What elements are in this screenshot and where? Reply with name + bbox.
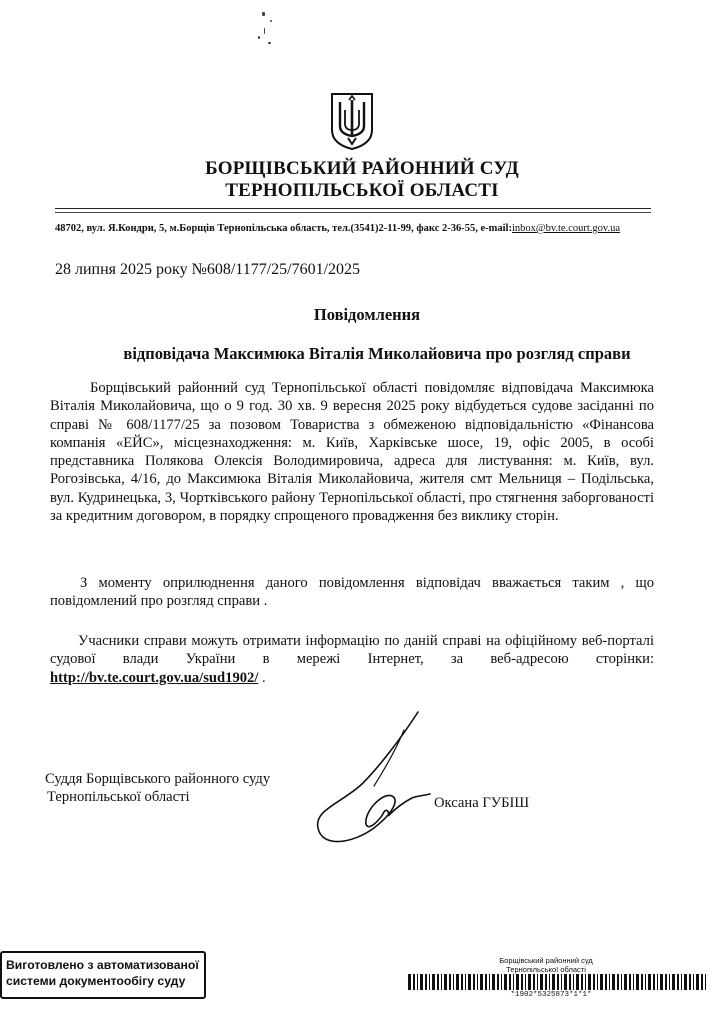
barcode-bar xyxy=(648,974,651,990)
barcode-number: *1902*5325873*1*1* xyxy=(510,991,592,999)
court-name-line2: ТЕРНОПІЛЬСЬКОЇ ОБЛАСТІ xyxy=(225,180,499,201)
barcode-icon xyxy=(408,974,708,990)
automated-system-stamp xyxy=(0,951,206,999)
barcode-bar xyxy=(516,974,519,990)
header-divider xyxy=(55,212,651,213)
judge-title xyxy=(45,770,270,807)
barcode-bar xyxy=(533,974,535,990)
barcode-bar xyxy=(689,974,691,990)
barcode-bar xyxy=(552,974,555,990)
barcode-bar xyxy=(549,974,550,990)
barcode-bar xyxy=(597,974,598,990)
barcode-bar xyxy=(477,974,478,990)
barcode-bar xyxy=(636,974,639,990)
barcode-bar xyxy=(617,974,619,990)
barcode-bar xyxy=(537,974,538,990)
barcode-bar xyxy=(453,974,454,990)
barcode-bar xyxy=(413,974,415,990)
barcode-label-line1: Борщівський районний суд xyxy=(499,956,593,965)
barcode-bar xyxy=(677,974,679,990)
judge-name: Оксана ГУБІШ xyxy=(434,795,530,811)
barcode-bar xyxy=(473,974,475,990)
scan-speck xyxy=(262,12,265,16)
notice-paragraph-2: З моменту оприлюднення даного повідомлення відповідач вважається таким , що повідомлений про розгляд справи . xyxy=(50,575,654,610)
barcode-bar xyxy=(600,974,603,990)
barcode-bar xyxy=(681,974,682,990)
barcode-bar xyxy=(609,974,610,990)
scan-speck xyxy=(264,28,265,34)
barcode-bar xyxy=(456,974,459,990)
barcode-bar xyxy=(564,974,567,990)
barcode-bar xyxy=(485,974,487,990)
address-text: 48702, вул. Я.Кондри, 5, м.Борщів Тернопільська область, тел.(3541)2-11-99, факс 2-36-55, e-mail: xyxy=(55,223,512,234)
barcode-bar xyxy=(465,974,466,990)
barcode-bar xyxy=(425,974,427,990)
barcode-bar xyxy=(461,974,463,990)
barcode-bar xyxy=(705,974,706,990)
notice-paragraph-3 xyxy=(50,632,654,687)
barcode-bar xyxy=(641,974,643,990)
barcode-bar xyxy=(468,974,471,990)
barcode-bar xyxy=(581,974,583,990)
barcode-bar xyxy=(605,974,607,990)
barcode-bar xyxy=(497,974,499,990)
barcode-bar xyxy=(509,974,511,990)
barcode-bar xyxy=(660,974,663,990)
barcode-bar xyxy=(561,974,562,990)
barcode-bar xyxy=(653,974,655,990)
header-divider xyxy=(55,208,651,209)
judge-title-line2: Тернопільської області xyxy=(47,789,190,806)
barcode-bar xyxy=(408,974,411,990)
barcode-bar xyxy=(437,974,439,990)
scan-speck xyxy=(270,20,272,22)
trident-coat-of-arms-icon xyxy=(330,92,374,150)
stamp-line-1: Виготовлено з автоматизованої xyxy=(6,958,199,972)
barcode-bar xyxy=(569,974,571,990)
barcode-bar xyxy=(701,974,703,990)
barcode-bar xyxy=(684,974,687,990)
barcode-bar xyxy=(672,974,675,990)
barcode-bar xyxy=(492,974,495,990)
barcode-bar xyxy=(489,974,490,990)
barcode-bar xyxy=(657,974,658,990)
barcode-bar xyxy=(449,974,451,990)
judge-title-line1: Суддя Борщівського районного суду xyxy=(45,771,271,787)
court-name xyxy=(0,158,724,202)
barcode-bar xyxy=(629,974,631,990)
barcode-bar xyxy=(612,974,615,990)
barcode-bar xyxy=(624,974,627,990)
barcode-bar xyxy=(540,974,543,990)
barcode-bar xyxy=(696,974,699,990)
court-name-line1: БОРЩІВСЬКИЙ РАЙОННИЙ СУД xyxy=(205,158,519,179)
barcode-bar xyxy=(588,974,591,990)
court-website-link[interactable]: http://bv.te.court.gov.ua/sud1902/ xyxy=(50,669,259,686)
barcode-bar xyxy=(501,974,502,990)
barcode-label xyxy=(476,956,616,974)
barcode-bar xyxy=(432,974,435,990)
paragraph-3-text: Учасники справи можуть отримати інформацію по даній справі на офіційному веб-порталі судової влади України в мережі Інтернет, за веб-адресою сторінки: xyxy=(50,633,654,668)
barcode-bar xyxy=(645,974,646,990)
stamp-line-2: системи документообігу суду xyxy=(6,974,186,988)
barcode-bar xyxy=(513,974,514,990)
barcode-bar xyxy=(420,974,423,990)
document-title: Повідомлення xyxy=(313,305,421,324)
barcode-bar xyxy=(621,974,622,990)
barcode-bar xyxy=(576,974,579,990)
barcode-bar xyxy=(417,974,418,990)
document-subtitle: відповідача Максимюка Віталія Миколайовича про розгляд справи xyxy=(123,344,631,363)
barcode-bar xyxy=(525,974,526,990)
barcode-bar xyxy=(669,974,670,990)
barcode-bar xyxy=(585,974,586,990)
scan-speck xyxy=(268,42,271,44)
barcode-bar xyxy=(480,974,483,990)
paragraph-3-end: . xyxy=(258,669,266,686)
barcode-bar xyxy=(633,974,634,990)
handwritten-signature xyxy=(300,700,460,860)
date-and-reference: 28 липня 2025 року №608/1177/25/7601/2025 xyxy=(55,261,361,278)
court-address xyxy=(55,223,675,234)
barcode-bar xyxy=(665,974,667,990)
barcode-bar xyxy=(573,974,574,990)
barcode-bar xyxy=(593,974,595,990)
barcode-bar xyxy=(528,974,531,990)
barcode-bar xyxy=(429,974,430,990)
notice-paragraph-1: Борщівський районний суд Тернопільської області повідомляє відповідача Максимюка Віталія Миколайовича, що о 9 год. 30 хв. 9 вересня 2025 року відбудеться судове засіданні по справі № 608/1177/25 за позовом Товариства з обмеженою відповідальністю «Фінансова компанія «ЕЙС», місцезнаходження: м. Київ, Харківське шосе, 19, офіс 2005, в особі представника Полякова Олексія Володимировича, адреса для листування: м. Київ, вул. Рогозівська, 4/16, до Максимюка Віталія Миколайовича, жителя смт Мельниця – Подільська, вул. Кудринецька, 3, Чортківського району Тернопільської області, про стягнення заборгованості за кредитним договором, в порядку спрощеного провадження без виклику сторін. xyxy=(50,380,654,525)
barcode-bar xyxy=(444,974,447,990)
barcode-bar xyxy=(557,974,559,990)
barcode-bar xyxy=(441,974,442,990)
barcode-bar xyxy=(545,974,547,990)
barcode-bar xyxy=(693,974,694,990)
scan-speck xyxy=(258,36,260,39)
email-link[interactable]: inbox@bv.te.court.gov.ua xyxy=(511,223,621,234)
barcode-label-line2: Тернопільської області xyxy=(506,965,586,974)
barcode-bar xyxy=(504,974,507,990)
barcode-bar xyxy=(521,974,523,990)
